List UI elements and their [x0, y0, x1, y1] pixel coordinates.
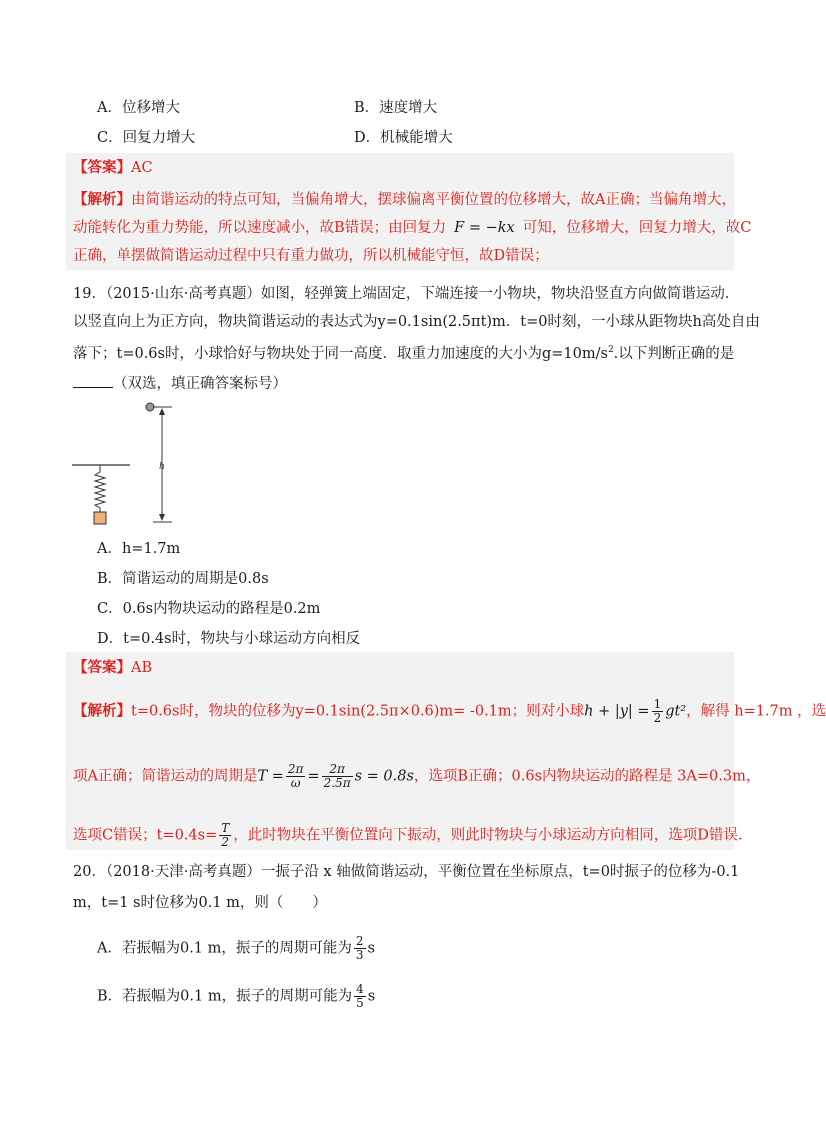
- q19-stem-line2: 以竖直向上为正方向，物块简谐运动的表达式为y=0.1sin(2.5πt)m．t=0时刻，一小球从距物块h高处自由: [73, 314, 760, 330]
- q19-analysis-line3: 选项C错误；t=0.4s= $\frac{T}{2}$ ，此时物块在平衡位置向下振动，则此时物块与小球运动方向相同，选项D错误.: [73, 821, 743, 849]
- q19-answer: 【答案】AB: [73, 659, 153, 676]
- restoring-force-formula: F = −kx: [454, 220, 515, 236]
- q18-analysis-line1: 【解析】由简谐运动的特点可知，当偏角增大，摆球偏离平衡位置的位移增大，故A正确；当偏角增大，: [73, 191, 736, 208]
- q19-option-b: B．简谐运动的周期是0.8s: [97, 571, 269, 587]
- height-label: h: [159, 462, 165, 472]
- q19-stem-line1: 19．（2015·山东·高考真题）如图，轻弹簧上端固定，下端连接一小物块，物块沿竖直方向做简谐运动．: [73, 286, 740, 302]
- q19-analysis-line2: 项A正确；简谐运动的周期是T = $\frac{2\pi}{\omega}$ = $\frac{2\pi}{2.5\pi}$ s = 0.8s，选项B正确；0.6s内物块运动的路程是 3A=0.3m，: [73, 762, 761, 790]
- q20-stem-line1: 20．（2018·天津·高考真题）一振子沿 x 轴做简谐运动，平衡位置在坐标原点，t=0时振子的位移为-0.1: [73, 864, 740, 880]
- q18-option-c: C．回复力增大: [97, 130, 196, 146]
- ball: [146, 403, 154, 411]
- block: [94, 512, 106, 524]
- q20-option-b: B．若振幅为0.1 m，振子的周期可能为 $\frac{4}{5}$ s: [97, 982, 376, 1010]
- q19-stem-line4: （双选，填正确答案标号）: [73, 373, 287, 394]
- q18-analysis-line2: 动能转化为重力势能，所以速度减小，故B错误；由回复力 F = −kx 可知，位移增大，回复力增大，故C: [73, 220, 752, 236]
- q19-option-d: D．t=0.4s时，物块与小球运动方向相反: [97, 631, 361, 647]
- q18-option-d: D．机械能增大: [354, 130, 453, 146]
- answer-blank: [73, 373, 113, 388]
- q19-stem-line3: 落下；t=0.6s时，小球恰好与物块处于同一高度．取重力加速度的大小为$g=10m/s^2$.以下判断正确的是: [73, 345, 735, 362]
- q19-option-a: A．h=1.7m: [97, 541, 181, 557]
- q18-answer: 【答案】AC: [73, 159, 153, 176]
- q18-analysis-line3: 正确，单摆做简谐运动过程中只有重力做功，所以机械能守恒，故D错误；: [73, 248, 549, 264]
- q18-option-a: A．位移增大: [97, 100, 180, 116]
- spring: [95, 465, 105, 512]
- q18-option-b: B．速度增大: [354, 100, 438, 116]
- spring-ball-figure: [70, 398, 190, 530]
- q20-option-a: A．若振幅为0.1 m，振子的周期可能为 $\frac{2}{3}$ s: [97, 934, 375, 962]
- q20-stem-line2: m，t=1 s时位移为0.1 m，则（ ）: [73, 895, 327, 911]
- q19-analysis-line1: 【解析】t=0.6s时，物块的位移为y=0.1sin(2.5π×0.6)m= -0.1m；则对小球h + |y| = $\frac{1}{2}$ gt²，解得 h=1.7m ，选: [73, 697, 826, 725]
- q19-answer-box: [66, 652, 734, 850]
- q19-option-c: C．0.6s内物块运动的路程是0.2m: [97, 601, 321, 617]
